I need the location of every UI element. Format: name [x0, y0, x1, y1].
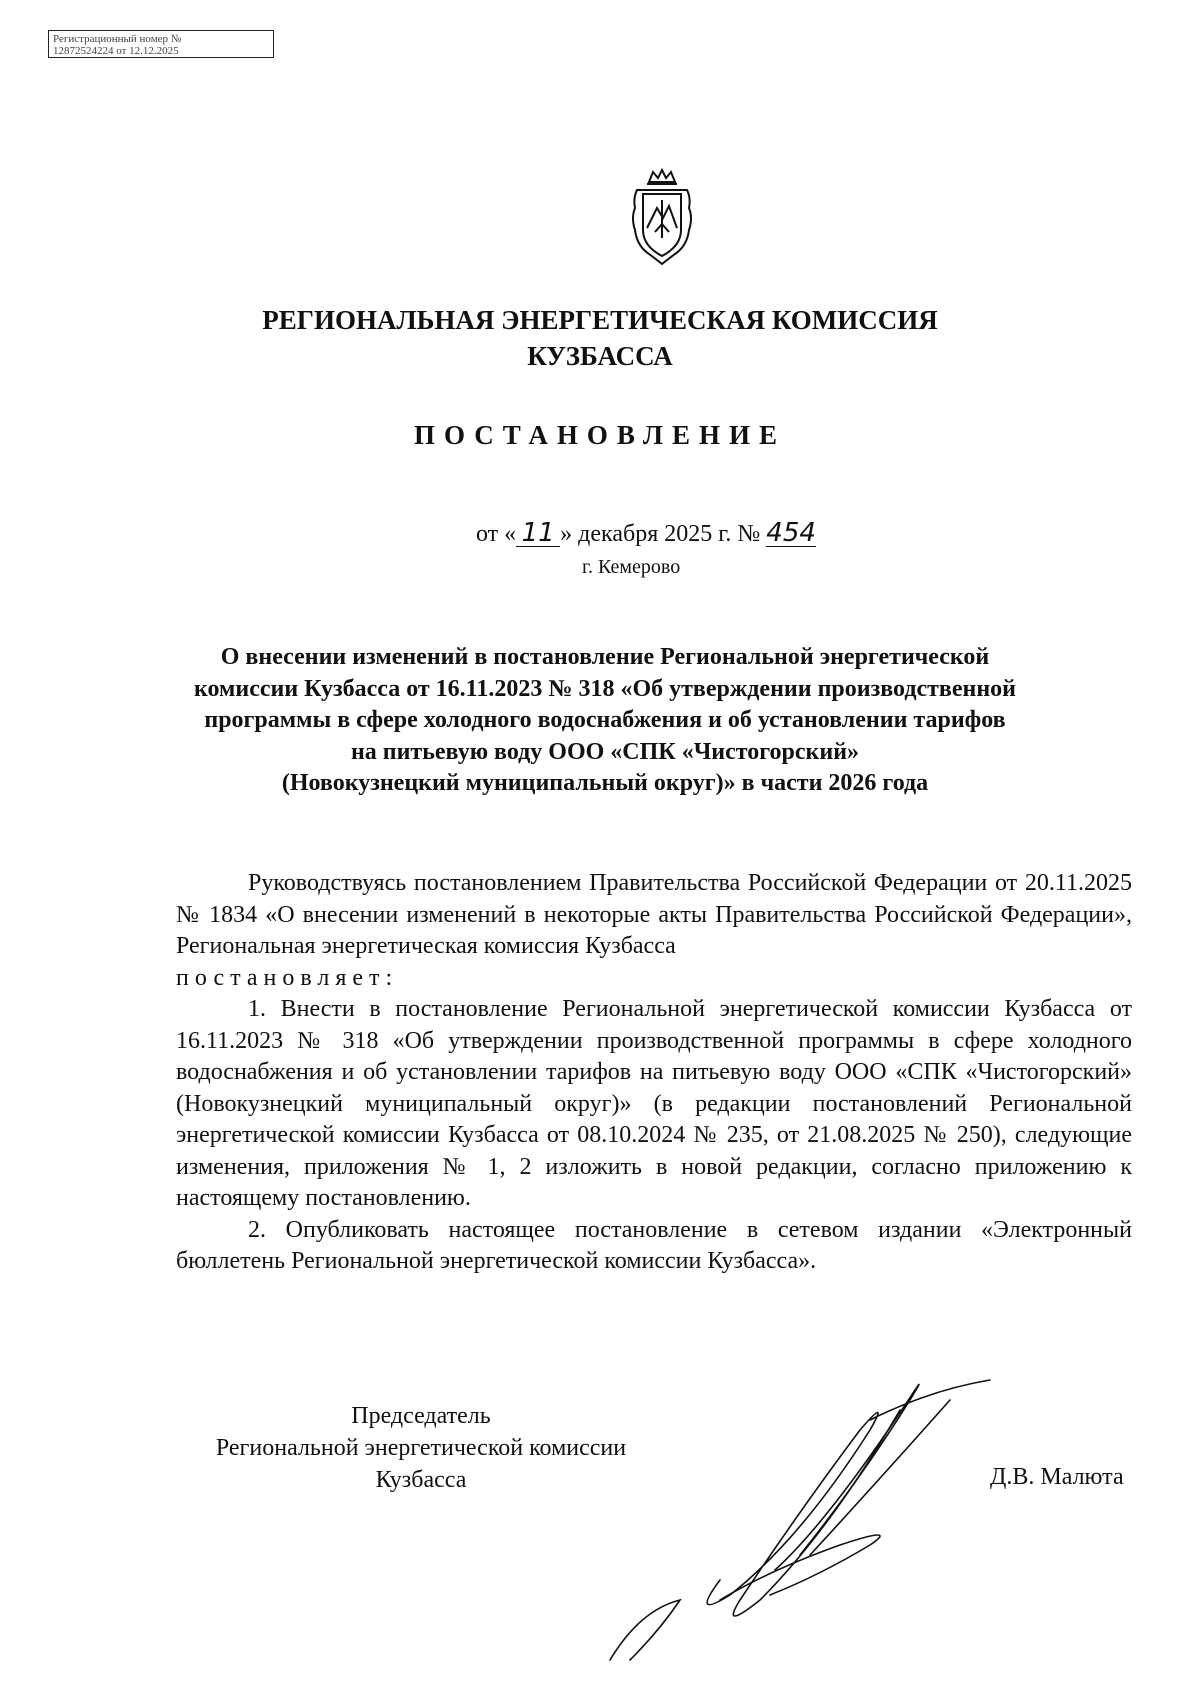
- preamble-paragraph: Руководствуясь постановлением Правительства Российской Федерации от 20.11.2025 № 1834 «О внесении изменений в некоторые акты Правительства Российской Федерации», Региональная энергетическая комиссия Кузбасса: [176, 870, 1132, 959]
- subject-line: комиссии Кузбасса от 16.11.2023 № 318 «Об утверждении производственной: [193, 675, 1017, 702]
- item-1-paragraph: 1. Внести в постановление Региональной энергетической комиссии Кузбасса от 16.11.2023 № 318 «Об утверждении производственной программы в сфере холодного водоснабжения и об установлении тарифов на питьевую воду ООО «СПК «Чистогорский» (Новокузнецкий муниципальный округ)» (в редакции постановлений Региональной энергетической комиссии Кузбасса от 08.10.2024 № 235, от 21.08.2025 № 250), следующие изменения, приложения № 1, 2 изложить в новой редакции, согласно приложению к настоящему постановлению.: [176, 996, 1132, 1211]
- signatory-title-line-3: Кузбасса: [375, 1467, 467, 1493]
- document-type: ПОСТАНОВЛЕНИЕ: [413, 420, 787, 450]
- item-2-paragraph: 2. Опубликовать настоящее постановление в сетевом издании «Электронный бюллетень Региональной энергетической комиссии Кузбасса».: [176, 1216, 1132, 1274]
- subject-line: на питьевую воду ООО «СПК «Чистогорский»: [350, 738, 860, 765]
- city: г. Кемерово: [582, 556, 681, 578]
- signatory-name: Д.В. Малюта: [990, 1464, 1124, 1490]
- registration-stamp: [48, 30, 274, 58]
- date-line: [476, 520, 816, 548]
- date-day-handwritten: 11: [516, 520, 560, 547]
- subject-line: (Новокузнецкий муниципальный округ)» в части 2026 года: [281, 770, 929, 796]
- document-body: [176, 868, 1132, 1278]
- coat-of-arms-emblem: [627, 168, 697, 268]
- document-subject: [170, 642, 1040, 800]
- signatory-title-line-2: Региональной энергетической комиссии: [215, 1435, 627, 1461]
- organization-line-1: РЕГИОНАЛЬНАЯ ЭНЕРГЕТИЧЕСКАЯ КОМИССИЯ: [262, 305, 938, 335]
- subject-line: программы в сфере холодного водоснабжения и об установлении тарифов: [204, 707, 1006, 733]
- resolves-word: постановляет:: [176, 964, 399, 991]
- date-middle: » декабря 2025 г. №: [560, 521, 761, 547]
- handwritten-signature: [570, 1370, 1000, 1670]
- signatory-title-line-1: Председатель: [351, 1403, 491, 1429]
- date-prefix: от «: [476, 521, 517, 547]
- organization-line-2: КУЗБАССА: [527, 341, 673, 371]
- registration-line-1: Регистрационный номер №: [53, 33, 182, 45]
- organization-name: [0, 302, 1200, 374]
- registration-line-2: 12872524224 от 12.12.2025: [53, 45, 179, 57]
- document-number-handwritten: 454: [766, 518, 816, 548]
- subject-line: О внесении изменений в постановление Региональной энергетической: [220, 644, 990, 670]
